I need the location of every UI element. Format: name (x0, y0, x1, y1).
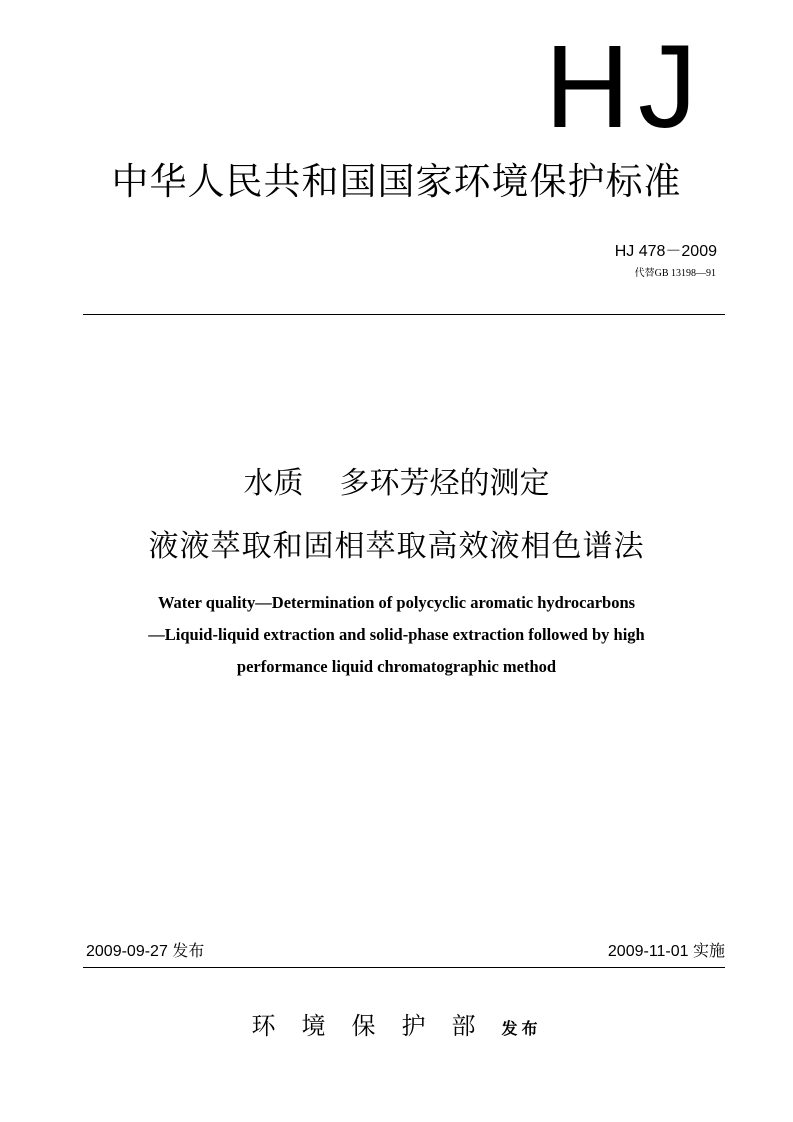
chinese-title-subject: 水质 (243, 466, 304, 501)
standard-category-title: 中华人民共和国国家环境保护标准 (111, 160, 682, 203)
chinese-title-line-1 (0, 464, 793, 504)
publisher-name: 环境保护部 (251, 1012, 502, 1040)
bottom-divider (83, 967, 725, 968)
publisher-suffix: 发布 (501, 1019, 542, 1038)
english-title (0, 587, 793, 683)
effective-date: 2009-11-01 实施 (607, 943, 725, 960)
english-title-line-3: performance liquid chromatographic method (236, 657, 557, 676)
top-divider (83, 314, 725, 315)
publisher (0, 1006, 793, 1041)
english-title-line-1: Water quality—Determination of polycyclic aromatic hydrocarbons (157, 593, 636, 612)
issue-date: 2009-09-27 发布 (86, 943, 205, 960)
replaces-standard: 代替GB 13198—91 (634, 268, 716, 279)
chinese-title-topic: 多环芳烃的测定 (339, 466, 550, 501)
chinese-title-line-2: 液液萃取和固相萃取高效液相色谱法 (148, 529, 645, 564)
hj-logo: HJ (544, 21, 705, 153)
english-title-line-2: —Liquid-liquid extraction and solid-phase extraction followed by high (148, 625, 645, 644)
standard-number: HJ 478－2009 (614, 243, 717, 260)
